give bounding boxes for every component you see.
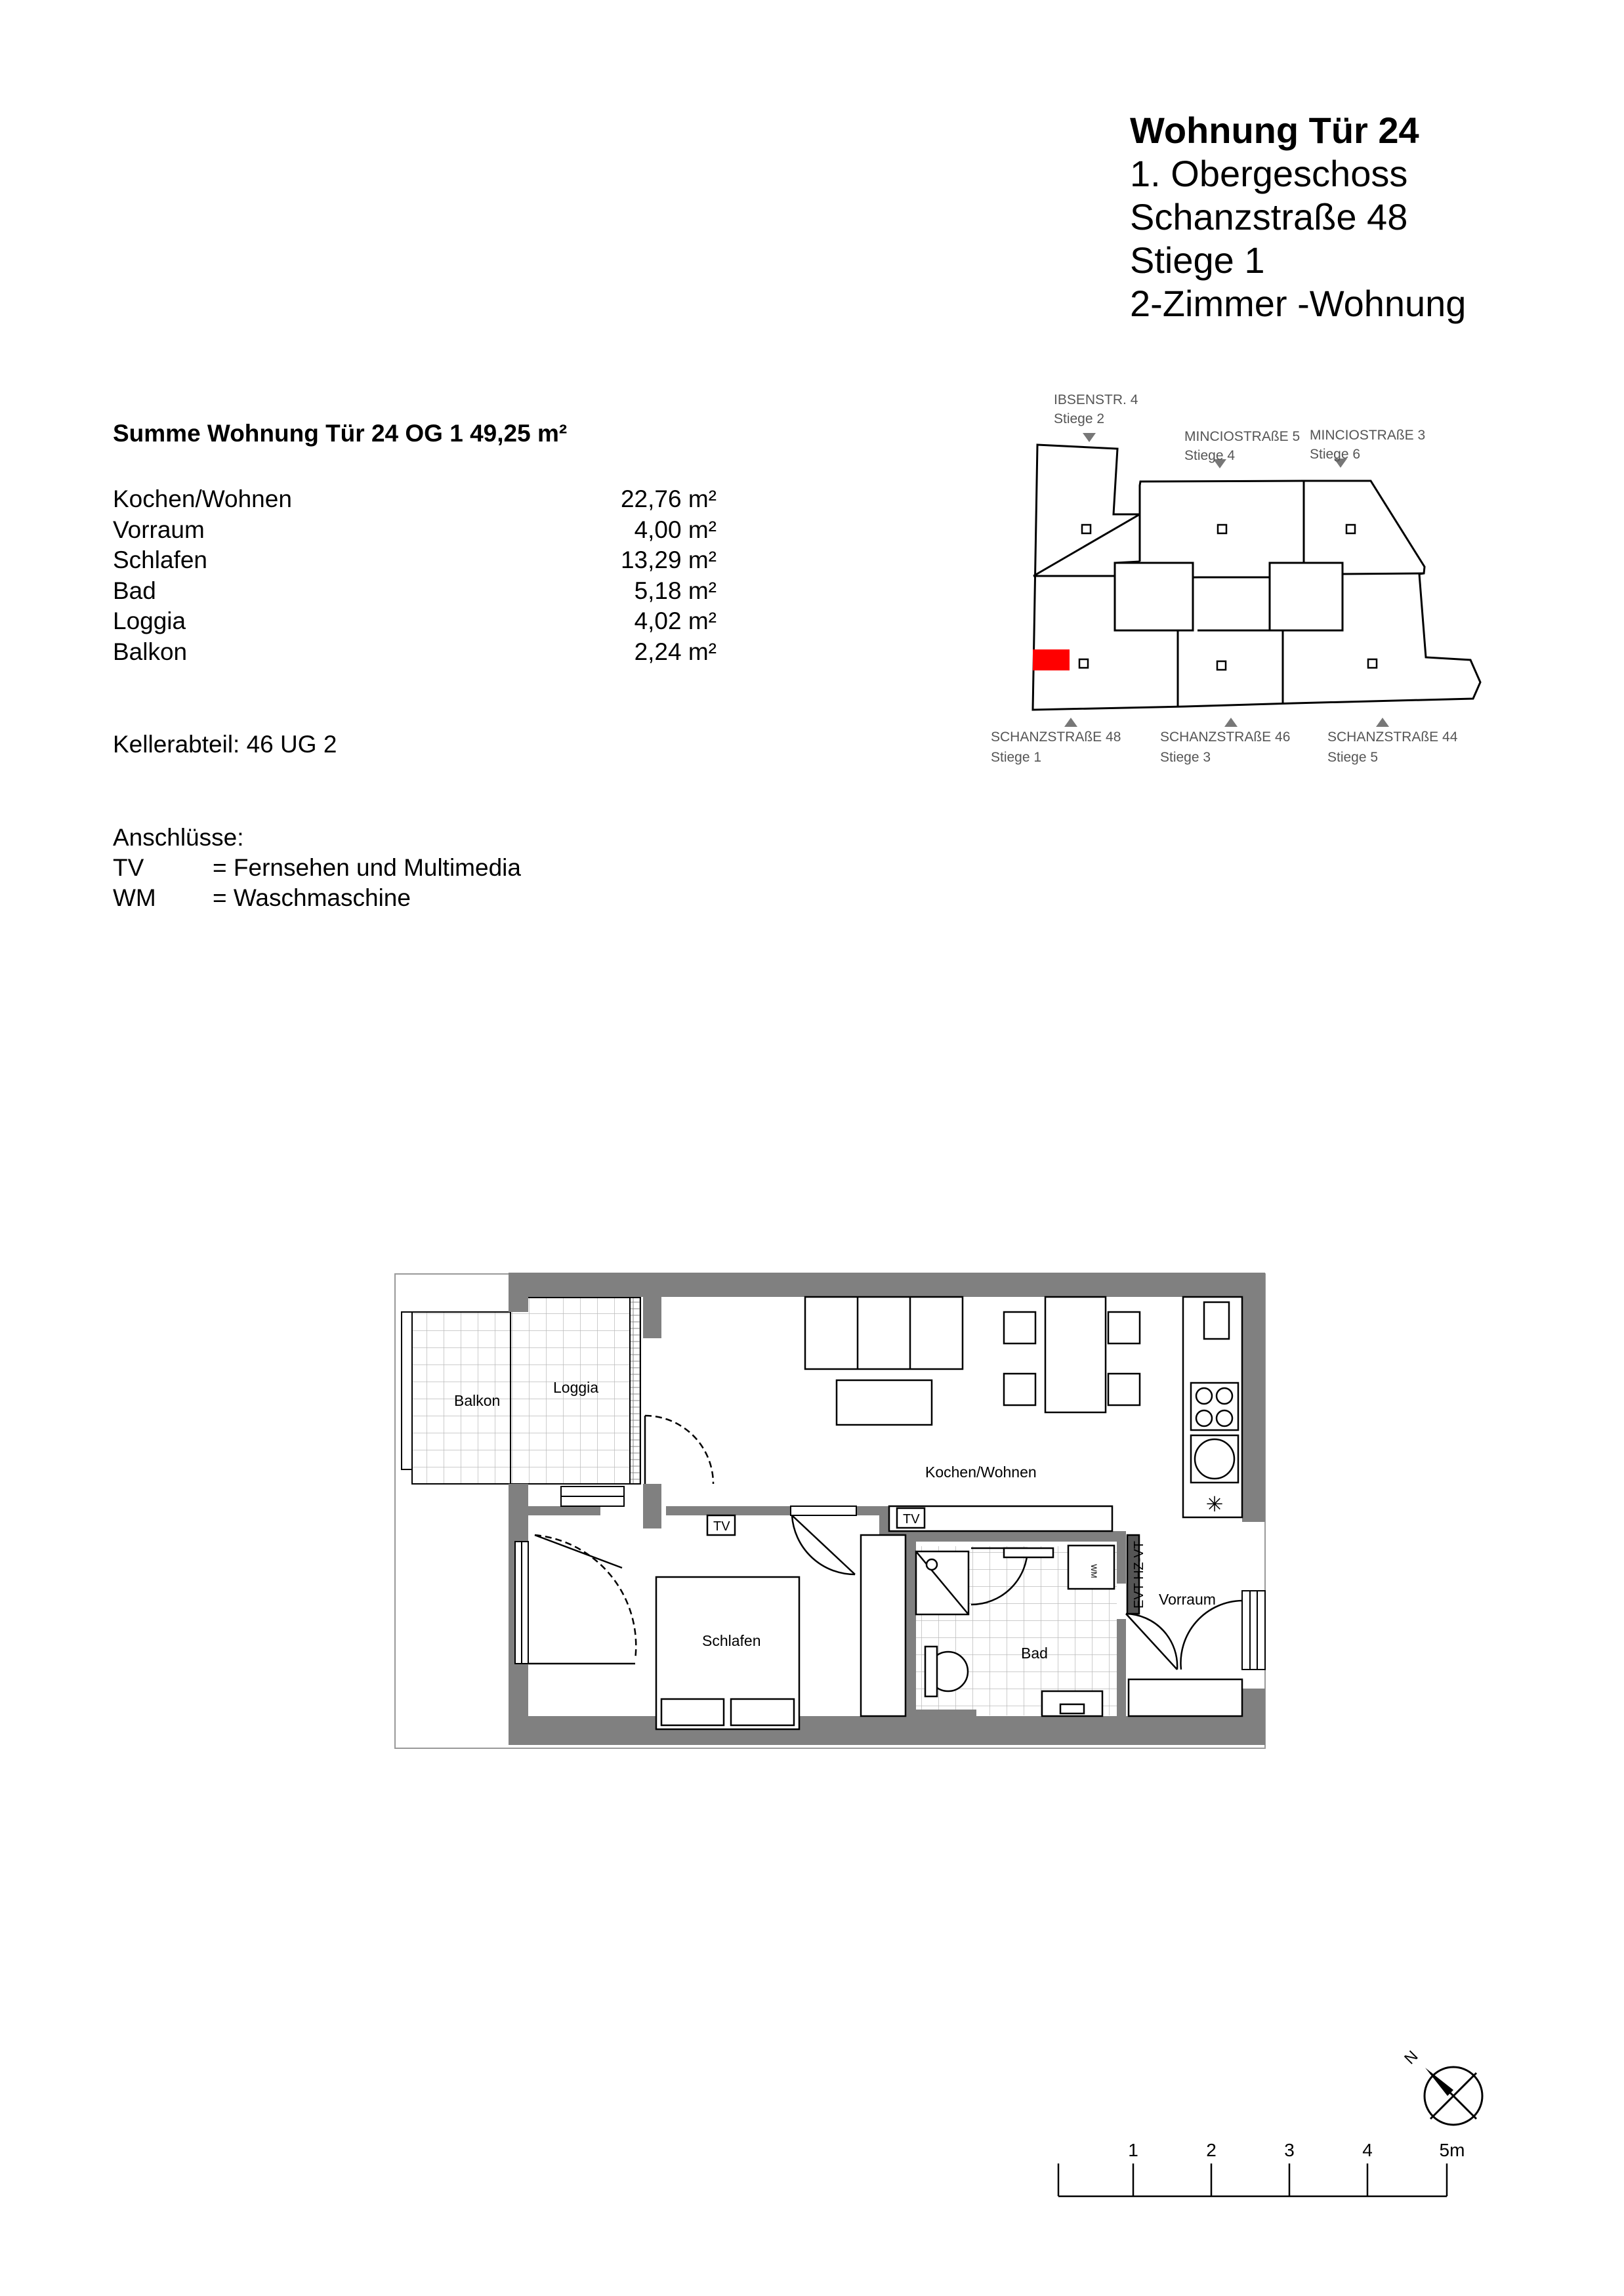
room-area: 22,76 m² [620,485,717,512]
wall [666,1506,791,1515]
staircase-marker [1217,661,1226,670]
evt-label: EVT HZ-VT [1132,1541,1146,1609]
wall [1242,1273,1265,1522]
north-label: N [1401,2047,1422,2068]
site-street-label: SCHANZSTRAßE 44 [1327,729,1458,745]
staircase-marker [1079,659,1088,668]
connections-title: Anschlüsse: [113,824,244,851]
floor-plan [387,1260,1273,1758]
chair [1108,1374,1140,1405]
legend-key: TV [113,854,144,881]
wall [1117,1531,1126,1584]
sofa [805,1297,963,1369]
loggia-window [630,1298,640,1484]
coffee-table [837,1380,932,1425]
towel-radiator [1004,1548,1053,1557]
room-label-bad: Bad [1021,1645,1048,1662]
staircase-marker [1082,525,1091,533]
apartment-title: Wohnung Tür 24 [1130,110,1419,151]
room-row [113,576,717,607]
staircase-marker [1368,659,1377,668]
site-street-label: SCHANZSTRAßE 46 [1160,729,1291,745]
scale-label: 3 [1284,2140,1295,2160]
wall [528,1506,600,1515]
address-label: Schanzstraße 48 [1130,196,1408,237]
wall [916,1710,976,1716]
dining-table [1045,1297,1106,1412]
site-stair-label: Stiege 3 [1160,750,1211,765]
tv-label: TV [903,1512,920,1527]
scale-label: 1 [1128,2140,1138,2160]
wall [1242,1689,1265,1745]
room-row [113,606,717,637]
room-area-list [113,484,717,667]
room-area: 5,18 m² [634,577,717,604]
wall [509,1716,1265,1745]
room-label-schlafen: Schlafen [702,1632,761,1649]
scale-bar [1043,2125,1476,2204]
apartment-header [1130,109,1466,325]
legend-row [113,883,521,913]
pillow [731,1699,794,1725]
room-row [113,545,717,576]
site-plan [971,380,1509,787]
apartment-location-highlight [1033,649,1070,670]
site-stair-label: Stiege 4 [1184,448,1236,463]
apartment-type-label: 2-Zimmer -Wohnung [1130,283,1467,324]
floor-label: 1. Obergeschoss [1130,153,1408,194]
wall-opening [791,1506,856,1515]
entrance-arrow [1064,718,1077,727]
staircase-label: Stiege 1 [1130,239,1265,281]
entrance-arrow [1224,718,1238,727]
room-area: 4,02 m² [634,607,717,634]
room-row [113,637,717,668]
staircase-marker [1346,525,1355,533]
room-label-loggia: Loggia [553,1379,599,1396]
entrance-arrow [1376,718,1389,727]
tv-label: TV [713,1519,730,1534]
chair [1004,1374,1035,1405]
balcony-railing [402,1312,412,1469]
room-row [113,515,717,546]
scale-label: 4 [1362,2140,1373,2160]
legend-key: WM [113,884,156,911]
wm-label: WM [1089,1564,1098,1578]
legend-row [113,853,521,883]
wardrobe [861,1535,906,1716]
site-street-label: SCHANZSTRAßE 48 [991,729,1121,745]
wall [509,1273,1265,1297]
wall [906,1531,916,1716]
room-label-vorraum: Vorraum [1159,1591,1216,1608]
site-stair-label: Stiege 2 [1054,411,1105,426]
entrance-arrow [1083,433,1096,442]
scale-labels [1128,2140,1465,2160]
site-stair-label: Stiege 5 [1327,750,1379,765]
wall [643,1273,661,1338]
pillow [661,1699,724,1725]
chair [1004,1312,1035,1343]
wall [643,1484,661,1528]
sink [1204,1302,1229,1339]
room-area: 4,00 m² [634,516,717,543]
scale-lines [1058,2163,1447,2196]
area-summary: Summe Wohnung Tür 24 OG 1 49,25 m² [113,420,568,447]
scale-label: 2 [1206,2140,1217,2160]
legend-value: = Waschmaschine [213,884,411,911]
room-area: 2,24 m² [634,638,717,665]
site-street-label: IBSENSTR. 4 [1054,392,1138,407]
wall [889,1531,1119,1542]
wall [1117,1619,1126,1716]
room-name: Balkon [113,638,188,665]
room-name: Bad [113,577,156,604]
room-label-balkon: Balkon [454,1392,501,1409]
room-name: Vorraum [113,516,205,543]
chair [1108,1312,1140,1343]
staircase-marker [1218,525,1226,533]
legend-value: = Fernsehen und Multimedia [213,854,521,881]
connections-legend [113,823,521,913]
site-stair-label: Stiege 1 [991,750,1042,765]
site-stair-label: Stiege 6 [1310,447,1361,462]
window [1242,1591,1265,1670]
room-name: Loggia [113,607,186,634]
site-street-label: MINCIOSTRAßE 3 [1310,428,1426,443]
room-row [113,484,717,515]
door [1126,1614,1177,1670]
site-plan-outline [1033,445,1480,710]
room-label-kochen-wohnen: Kochen/Wohnen [925,1464,1037,1481]
site-street-label: MINCIOSTRAßE 5 [1184,429,1301,444]
room-name: Schlafen [113,546,207,573]
scale-label: 5m [1439,2140,1465,2160]
cellar-info: Kellerabteil: 46 UG 2 [113,731,337,758]
freezer-icon: ✳ [1205,1492,1224,1516]
room-area: 13,29 m² [620,546,717,573]
shelf [1129,1679,1242,1716]
room-name: Kochen/Wohnen [113,485,292,512]
wall [509,1273,528,1312]
